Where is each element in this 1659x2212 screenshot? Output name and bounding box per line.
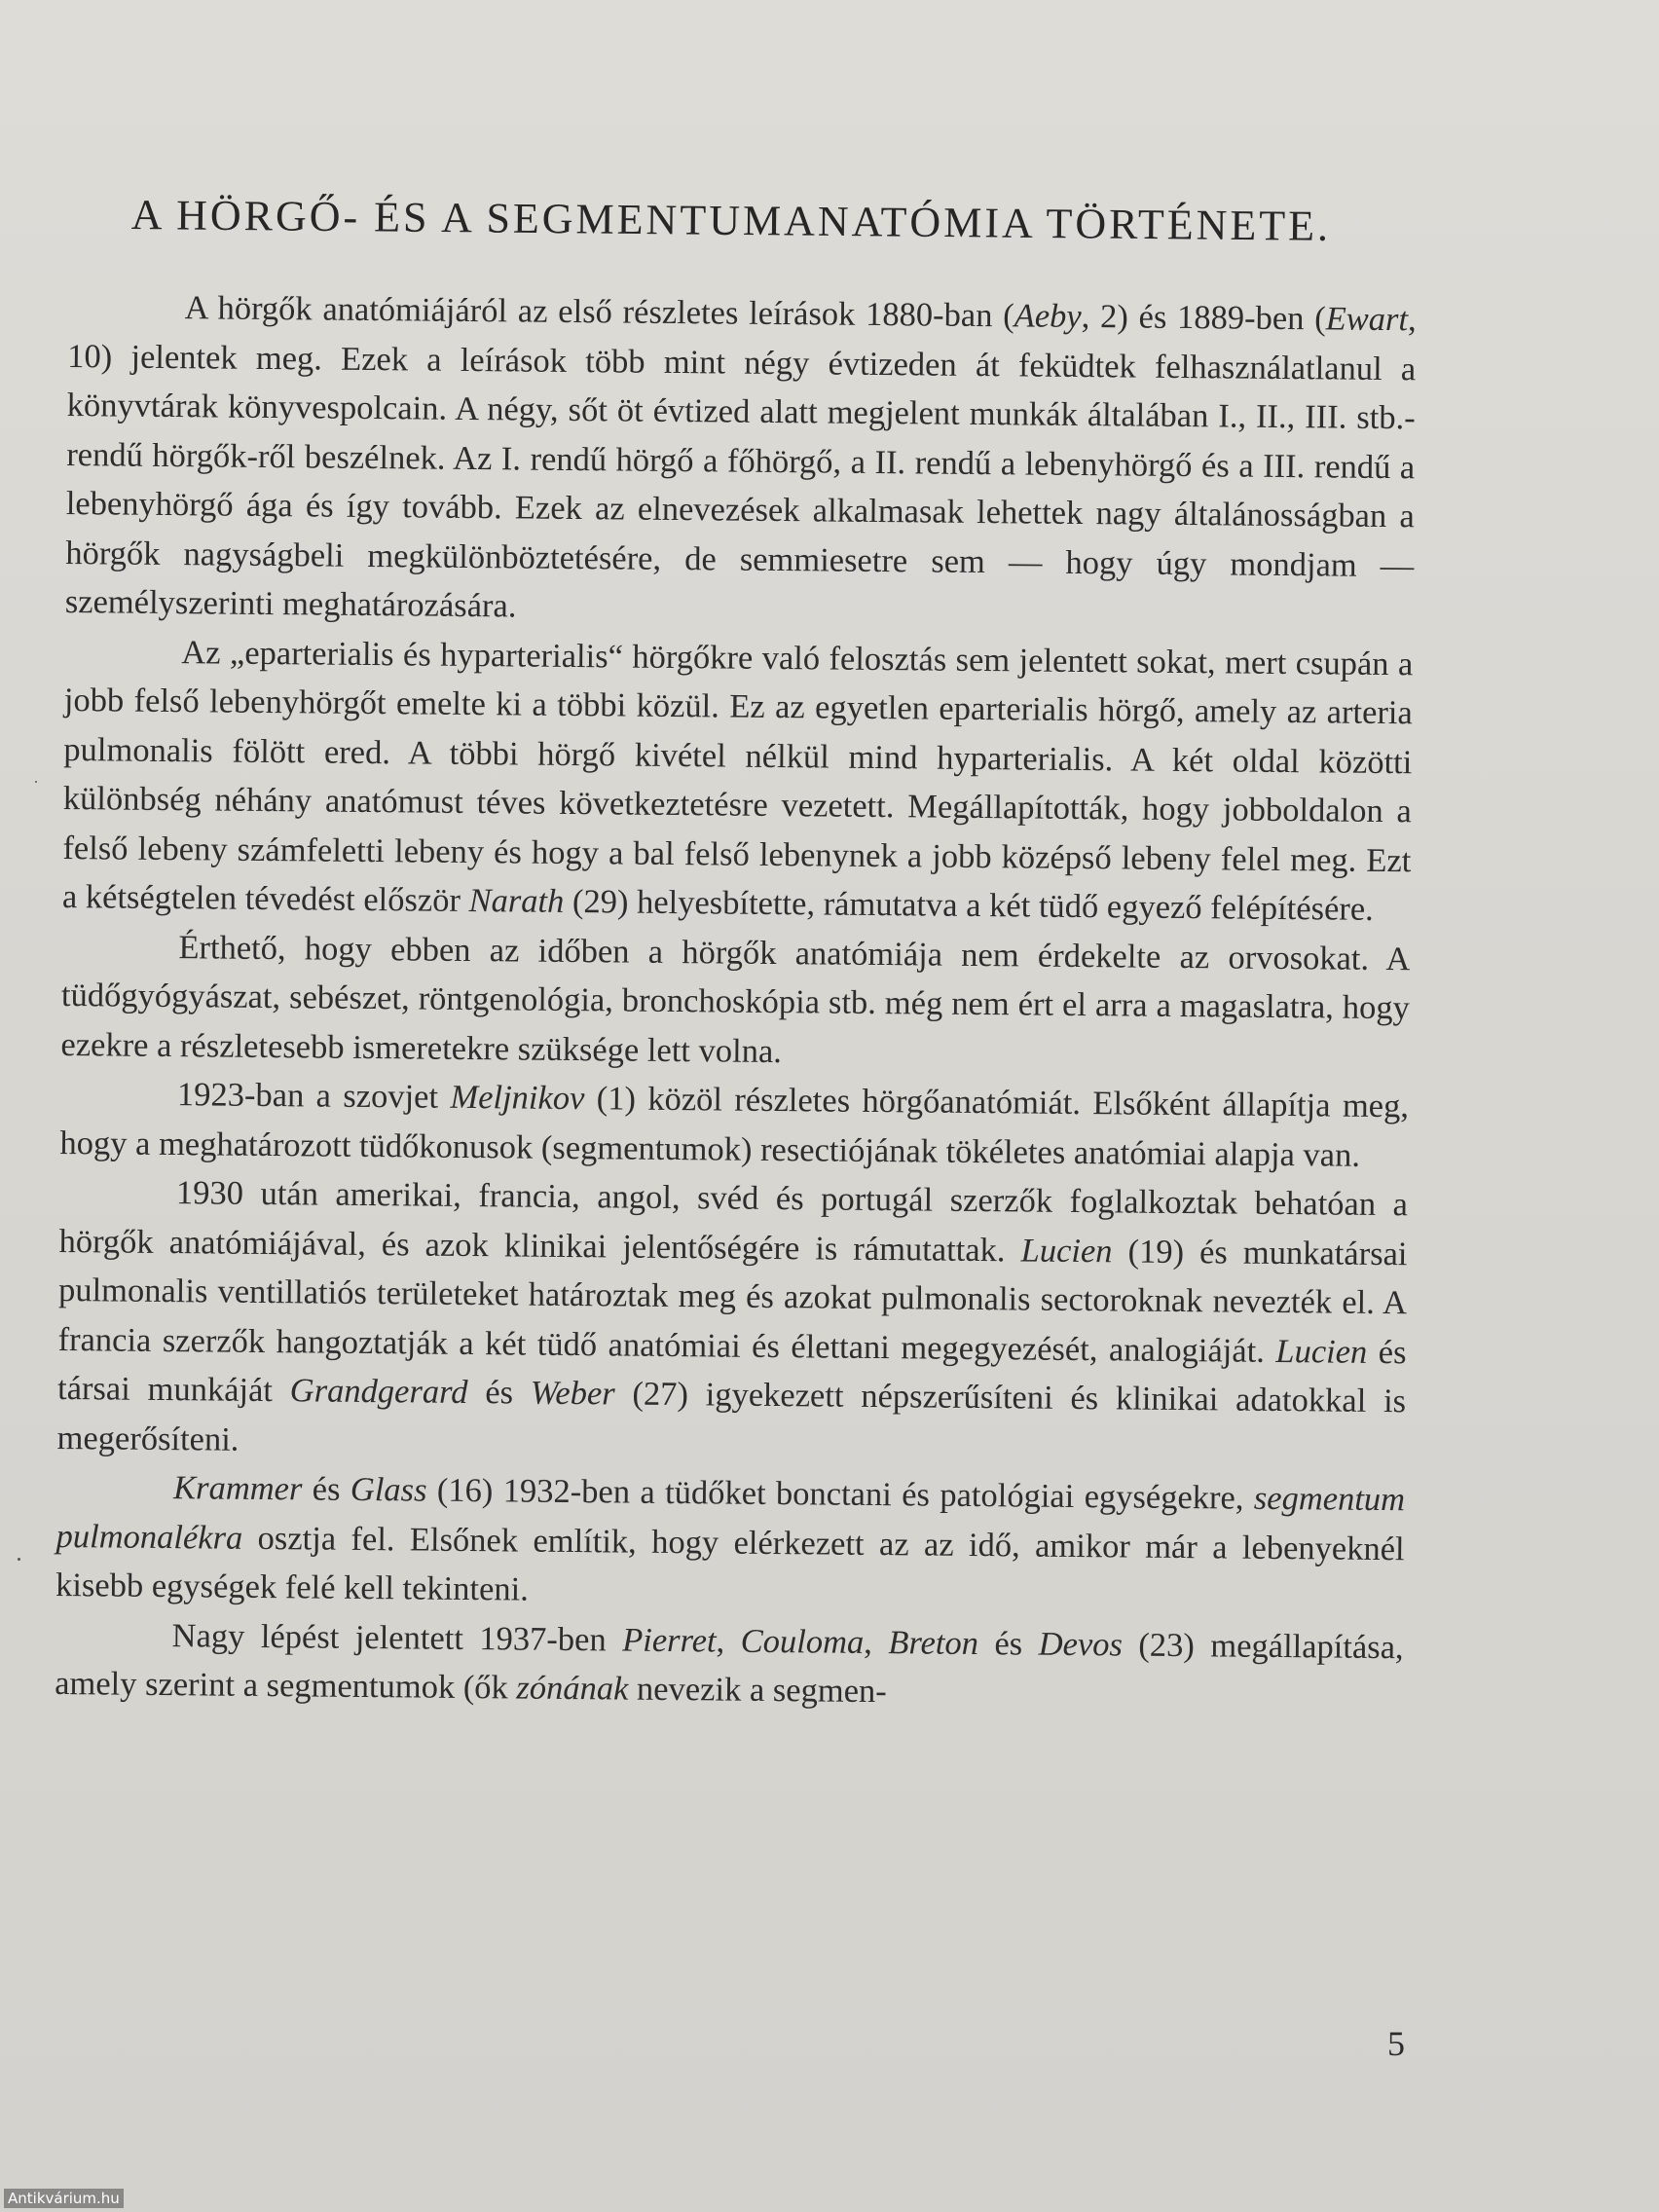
text-run: (27) igyekezett népszerűsíteni és klinikai adatokkal is megerősíteni. — [56, 1375, 1407, 1458]
paper-speck — [35, 781, 37, 783]
text-run: (23) megállapítása, amely szerint a segmentumok (ők — [55, 1626, 1404, 1707]
author-name: Ewart — [1325, 300, 1409, 339]
paragraph-1 — [65, 282, 1417, 640]
text-run: és — [994, 1624, 1023, 1662]
paragraph-3 — [60, 921, 1410, 1082]
text-run: , 10) jelentek meg. Ezek a leírások több mint négy évtizeden át feküdtek felhasználatlanul a könyvtárak könyvespolcain. A négy, sőt öt évtized alatt megjelent munkák általában I., II., III. stb.-rendű hörgők-ről beszélnek. Az I. rendű hörgő a főhörgő, a II. rendű a lebenyhörgő és a III. rendű a lebenyhörgő ága és így tovább. Ezek az elnevezések alkalmasak lehettek nagy általánosságban a hörgők nagyságbeli megkülönböztetésére, de semmiesetre sem — hogy úgy mondjam — személyszerinti meghatározására. — [64, 301, 1417, 625]
author-name: Devos — [1038, 1625, 1124, 1663]
text-run: és — [312, 1470, 341, 1508]
text-run: A hörgők anatómiájáról az első részletes leírások 1880-ban ( — [184, 289, 1014, 335]
author-name: Lucien — [1020, 1231, 1113, 1270]
text-run: (29) helyesbítette, rámutatva a két tüdő egyező felépítésére. — [571, 883, 1374, 928]
author-name: Aeby — [1014, 297, 1082, 335]
paragraph-2 — [62, 626, 1414, 934]
text-run: (1) közöl részletes hörgőanatómiát. Elsőként állapítja meg, hogy a meghatározott tüdőkonusok (segmentumok) resectiójának tökéletes anatómiai alapja van. — [59, 1080, 1410, 1174]
text-run: osztja fel. Elsőnek említik, hogy elérkezett az az idő, amikor már a lebenyeknél kisebb egységek felé kell tekinteni. — [55, 1519, 1405, 1608]
author-name: Pierret — [622, 1621, 717, 1659]
text-run: Érthető, hogy ebben az időben a hörgők anatómiája nem érdekelte az orvosokat. A tüdőgyógyászat, sebészet, röntgenológia, bronchoskópia stb. még nem ért el arra a magaslatra, hogy ezekre a részletesebb ismeretekre szüksége lett volna. — [60, 928, 1411, 1070]
text-run: 1930 után amerikai, francia, angol, svéd és portugál szerzők foglalkoztak behatóan a hörgők anatómiájával, és azok klinikai jelentőségére is rámutattak. — [58, 1174, 1409, 1269]
author-name: Lucien — [1275, 1332, 1368, 1371]
paragraph-5 — [56, 1167, 1408, 1475]
text-run: és — [485, 1374, 514, 1412]
text-run: nevezik a segmen- — [636, 1670, 887, 1711]
text-run: , 2) és 1889-ben ( — [1081, 297, 1326, 338]
text-run: 1923-ban a szovjet — [176, 1076, 439, 1116]
author-name: Breton — [888, 1623, 979, 1662]
term: zónának — [516, 1669, 629, 1708]
text-run: (19) és munkatársai pulmonalis ventillatiós területeket határoztak meg és azokat pulmonalis sectoroknak nevezték el. A francia szerzők hangoztatják a két tüdő anatómiai és élettani megegyezését, analogiáját. — [57, 1232, 1408, 1370]
author-name: Weber — [530, 1374, 615, 1413]
paragraph-7 — [55, 1609, 1404, 1720]
page-title: A HÖRGŐ- ÉS A SEGMENTUMANATÓMIA TÖRTÉNETE. — [130, 190, 1332, 250]
paragraph-4 — [59, 1069, 1409, 1180]
paper-speck — [18, 1558, 20, 1561]
text-run: , — [716, 1621, 725, 1660]
page-number: 5 — [1387, 2024, 1405, 2063]
body-text — [55, 282, 1417, 1721]
text-run: Az „eparterialis és hyparterialis“ hörgőkre való felosztás sem jelentett sokat, mert csupán a jobb felső lebenyhörgőt emelte ki a többi közül. Ez az egyetlen eparterialis hörgő, amely az arteria pulmonalis fölött ered. A többi hörgő kivétel nélkül mind hyparterialis. A két oldal közötti különbség néhány anatómust téves következtetésre vezetett. Megállapították, hogy jobboldalon a felső lebeny számfeletti lebeny és hogy a bal felső lebenynek a jobb középső lebeny felel meg. Ezt a kétségtelen tévedést először — [61, 633, 1414, 919]
term: segmentum pulmonalékra — [55, 1479, 1406, 1557]
author-name: Grandgerard — [289, 1372, 468, 1411]
text-run: (16) 1932-ben a tüdőket bonctani és patológiai egységekre, — [436, 1471, 1244, 1517]
author-name: Couloma — [740, 1622, 865, 1661]
watermark: Antikvárium.hu — [4, 2189, 124, 2208]
text-run: , — [864, 1623, 873, 1661]
author-name: Glass — [350, 1470, 427, 1509]
author-name: Meljnikov — [450, 1078, 585, 1118]
text-run: és társai munkáját — [56, 1333, 1407, 1410]
author-name: Narath — [468, 881, 565, 920]
paragraph-6 — [55, 1462, 1405, 1623]
author-name: Krammer — [172, 1469, 303, 1508]
text-run: Nagy lépést jelentett 1937-ben — [171, 1616, 607, 1658]
